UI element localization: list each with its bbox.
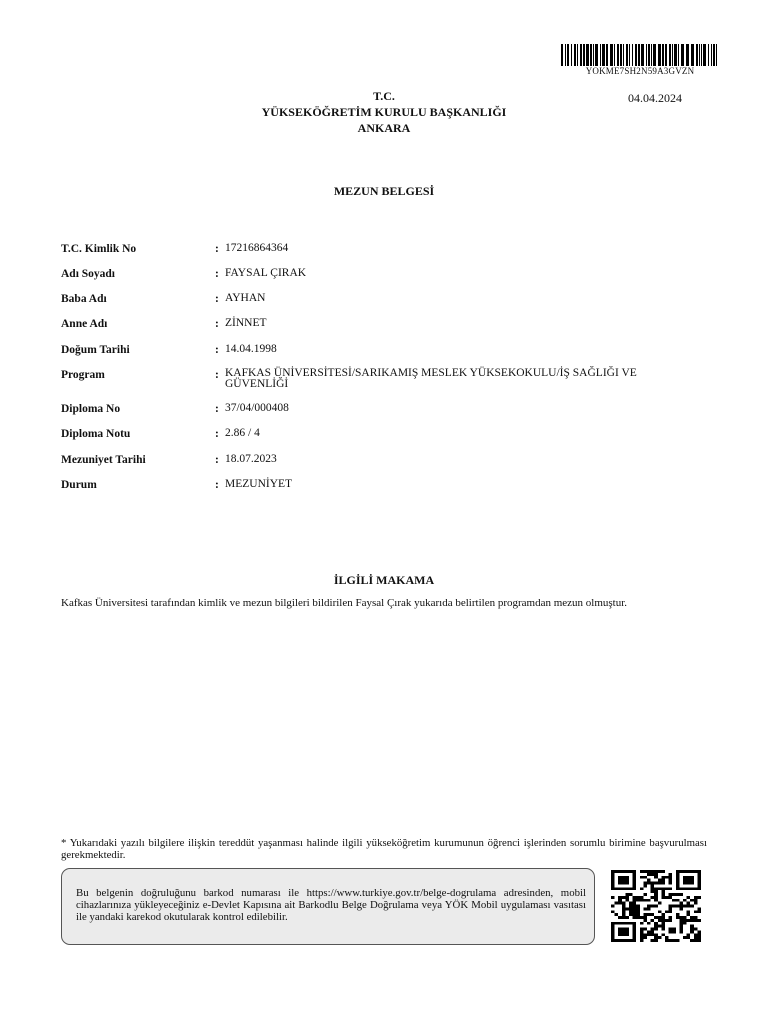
field-label: Durum: [61, 479, 97, 491]
field-value: 17216864364: [225, 242, 289, 254]
field-label: T.C. Kimlik No: [61, 243, 137, 255]
field-label: Doğum Tarihi: [61, 344, 130, 356]
field-value: KAFKAS ÜNİVERSİTESİ/SARIKAMIŞ MESLEK YÜKSEKOKULU/İŞ SAĞLIĞI VE: [225, 367, 637, 379]
graduation-statement: Kafkas Üniversitesi tarafından kimlik ve mezun bilgileri bildirilen Faysal Çırak yukarıda belirtilen programdan mezun olmuştur.: [61, 597, 628, 609]
verification-text: Bu belgenin doğruluğunu barkod numarası ile https://www.turkiye.gov.tr/belge-dogrulama adresinden, mobil cihazlarınıza yükleyeceğiniz e-Devlet Kapısına ait Barkodlu Belge Doğrulama veya YÖK Mobil uygulaması vasıtası ile yandaki karekod okutularak kontrol edilebilir.: [76, 887, 586, 923]
qr-code-icon: [611, 870, 701, 942]
field-colon: :: [215, 428, 219, 440]
field-value: 37/04/000408: [225, 402, 289, 414]
header-line-1: T.C.: [373, 89, 395, 103]
header-line-3: ANKARA: [357, 121, 411, 135]
field-colon: :: [215, 369, 219, 381]
field-colon: :: [215, 479, 219, 491]
field-label: Diploma Notu: [61, 428, 131, 440]
header-line-2: YÜKSEKÖĞRETİM KURULU BAŞKANLIĞI: [261, 105, 507, 119]
field-value: ZİNNET: [225, 317, 267, 329]
field-label: Baba Adı: [61, 293, 107, 305]
document-date: 04.04.2024: [628, 91, 682, 105]
field-colon: :: [215, 318, 219, 330]
field-value: FAYSAL ÇIRAK: [225, 267, 307, 279]
field-value: 2.86 / 4: [225, 427, 260, 439]
field-colon: :: [215, 243, 219, 255]
field-label: Diploma No: [61, 403, 121, 415]
field-value: AYHAN: [225, 292, 266, 304]
field-label: Anne Adı: [61, 318, 108, 330]
footnote: * Yukarıdaki yazılı bilgilere ilişkin tereddüt yaşanması halinde ilgili yükseköğretim kurumunun öğrenci işlerinden sorumlu birimine başvurulması gerekmektedir.: [61, 837, 707, 861]
field-label: Mezuniyet Tarihi: [61, 454, 146, 466]
field-value: 18.07.2023: [225, 453, 277, 465]
field-value-continued: GÜVENLİĞİ: [225, 378, 289, 390]
field-colon: :: [215, 268, 219, 280]
verification-box: [61, 868, 595, 945]
field-colon: :: [215, 454, 219, 466]
field-colon: :: [215, 344, 219, 356]
document-title: MEZUN BELGESİ: [333, 184, 435, 198]
field-value: MEZUNİYET: [225, 478, 293, 490]
addressee-heading: İLGİLİ MAKAMA: [333, 573, 435, 587]
field-colon: :: [215, 293, 219, 305]
field-label: Adı Soyadı: [61, 268, 116, 280]
field-value: 14.04.1998: [225, 343, 277, 355]
barcode-number: YOKME7SH2N59A3GVZN: [561, 66, 719, 76]
field-label: Program: [61, 369, 105, 381]
field-colon: :: [215, 403, 219, 415]
